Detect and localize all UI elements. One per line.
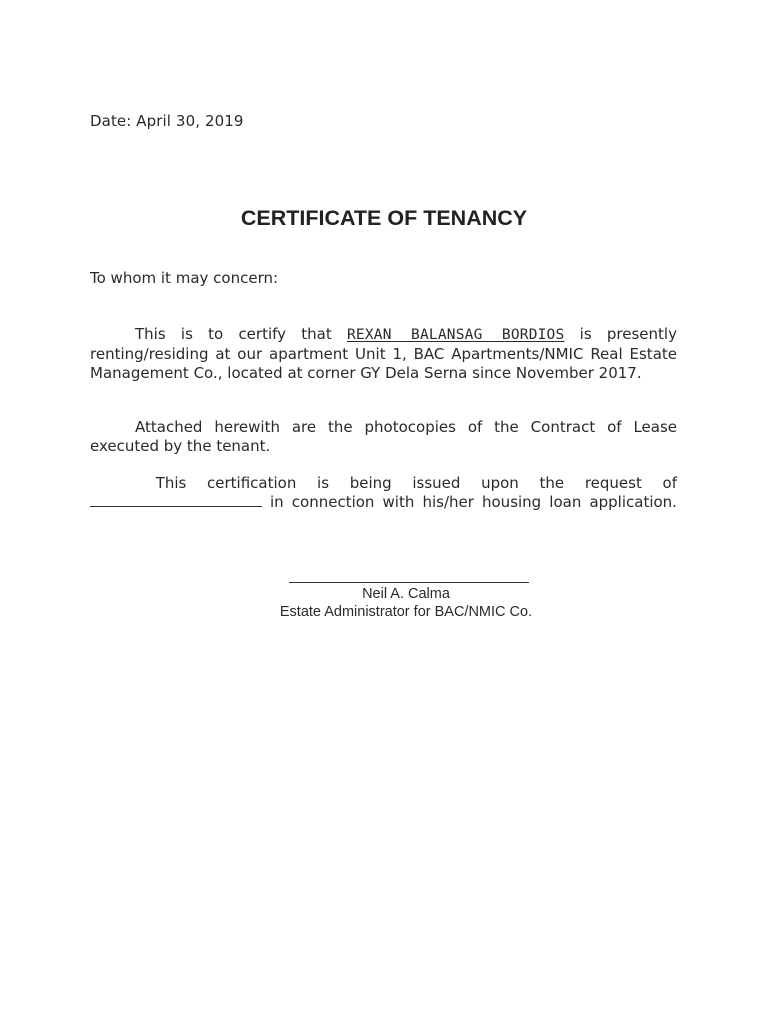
paragraph3-word: issued [412,474,461,492]
paragraph3-rest-word: his/her [422,493,474,511]
signatory-role: Estate Administrator for BAC/NMIC Co. [279,604,533,620]
paragraph1-lead: This is to certify that [135,325,332,343]
paragraph3-word: This [155,474,187,492]
paragraph2-text: Attached herewith are the photocopies of the Contract of Lease executed by the tenant. [90,418,677,455]
requester-blank-line [90,494,262,507]
paragraph3-rest-word: loan [549,493,582,511]
salutation: To whom it may concern: [90,269,279,287]
paragraph3-word: upon [481,474,519,492]
paragraph3-rest-word: connection [291,493,375,511]
document-title: CERTIFICATE OF TENANCY [240,206,528,230]
paragraph-certification [90,325,677,383]
paragraph3-first-line [90,474,677,493]
paragraph-purpose [90,474,677,512]
paragraph3-word: being [349,474,392,492]
paragraph3-rest-word: in [270,493,284,511]
paragraph-attachments [90,418,677,456]
signature-line [289,582,529,583]
paragraph3-word: certification [207,474,297,492]
date-line: Date: April 30, 2019 [90,112,244,130]
paragraph3-rest-word: application. [589,493,677,511]
tenant-name: REXAN BALANSAG BORDIOS [347,327,565,343]
paragraph3-rest-word: housing [482,493,542,511]
paragraph3-second-line [90,493,677,512]
paragraph3-word: is [317,474,330,492]
paragraph3-word: of [662,474,677,492]
paragraph3-rest-word: with [382,493,415,511]
paragraph1-rest: is presently renting/residing at our apartment Unit 1, BAC Apartments/NMIC Real Estate Management Co., located at corner GY Dela Serna since November 2017. [90,325,677,382]
paragraph3-word: the [539,474,565,492]
paragraph3-rest [266,493,677,512]
paragraph3-word: request [584,474,642,492]
signatory-name: Neil A. Calma [362,586,450,602]
